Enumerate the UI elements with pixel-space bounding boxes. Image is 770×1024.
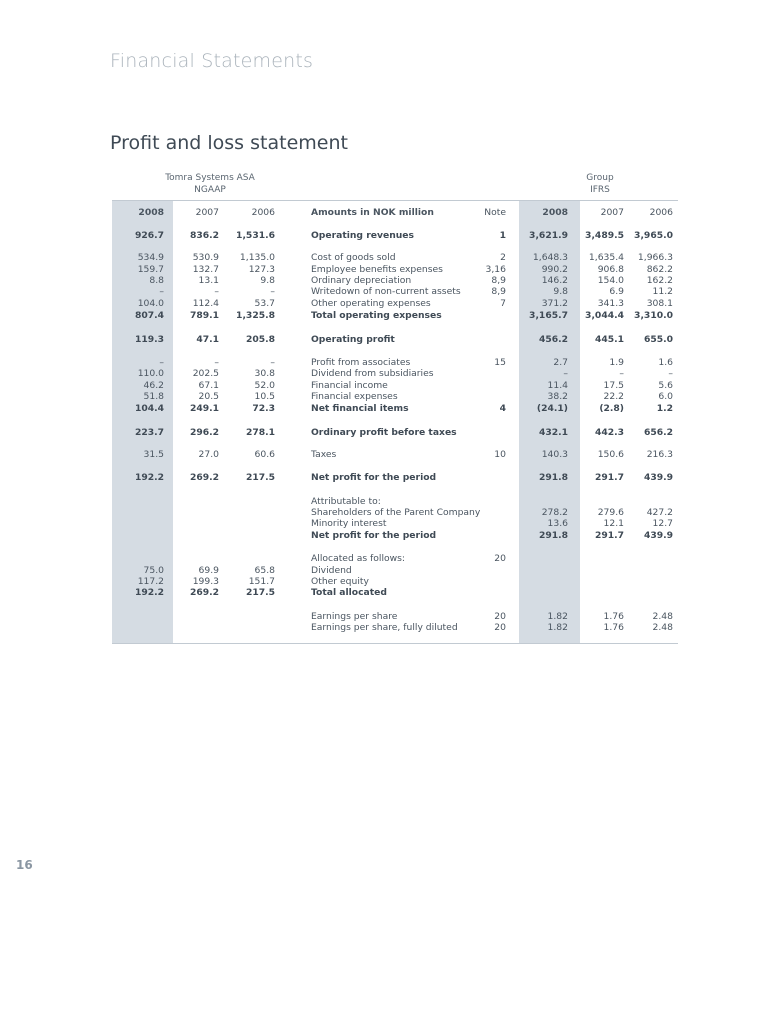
row-value-c6: – <box>668 368 673 379</box>
row-label: Taxes <box>311 449 337 460</box>
row-value-c1: 46.2 <box>143 380 164 391</box>
row-value-c1: 192.2 <box>134 587 164 598</box>
row-value-c4: 456.2 <box>538 334 568 345</box>
row-value-c2: 13.1 <box>198 275 219 286</box>
row-value-c3: 52.0 <box>254 380 275 391</box>
row-label: Net profit for the period <box>311 472 437 483</box>
header-2008-group: 2008 <box>542 207 568 218</box>
row-value-c2: – <box>214 286 219 297</box>
row-value-c5: 150.6 <box>597 449 624 460</box>
row-value-c2: 47.1 <box>196 334 219 345</box>
row-value-c6: 11.2 <box>652 286 673 297</box>
row-value-c2: 296.2 <box>189 427 219 438</box>
row-value-c2: 530.9 <box>192 252 219 263</box>
row-value-c6: 162.2 <box>646 275 673 286</box>
row-label: Dividend <box>311 565 352 576</box>
right-group-name: Group <box>586 173 614 183</box>
row-label: Earnings per share <box>311 611 398 622</box>
row-value-c6: 655.0 <box>643 334 673 345</box>
row-value-c2: 836.2 <box>189 230 219 241</box>
row-value-c2: 132.7 <box>192 264 219 275</box>
row-value-c5: 445.1 <box>594 334 624 345</box>
row-label: Financial income <box>311 380 388 391</box>
row-value-c6: 3,965.0 <box>634 230 673 241</box>
row-value-c4: 278.2 <box>541 507 568 518</box>
row-value-c6: 2.48 <box>652 611 673 622</box>
row-value-c2: 199.3 <box>192 576 219 587</box>
row-value-c3: – <box>270 357 275 368</box>
row-label: Operating profit <box>311 334 395 345</box>
row-value-c4: 1,648.3 <box>532 252 568 263</box>
row-value-c3: 72.3 <box>252 403 275 414</box>
row-value-c5: (2.8) <box>599 403 624 414</box>
row-note: 3,16 <box>485 264 506 275</box>
row-value-c6: 2.48 <box>652 622 673 633</box>
row-label: Total operating expenses <box>311 310 442 321</box>
row-label: Operating revenues <box>311 230 414 241</box>
row-value-c4: 3,165.7 <box>529 310 568 321</box>
row-value-c1: 926.7 <box>134 230 164 241</box>
row-value-c5: 341.3 <box>597 298 624 309</box>
row-value-c6: 1.6 <box>658 357 673 368</box>
row-label: Total allocated <box>311 587 387 598</box>
row-value-c2: – <box>214 357 219 368</box>
row-value-c3: 65.8 <box>254 565 275 576</box>
row-value-c5: 1.9 <box>609 357 624 368</box>
row-label: Shareholders of the Parent Company <box>311 507 481 518</box>
header-note: Note <box>484 207 506 218</box>
row-note: 8,9 <box>491 275 506 286</box>
row-value-c1: – <box>159 357 164 368</box>
row-value-c6: 427.2 <box>646 507 673 518</box>
row-value-c1: 159.7 <box>137 264 164 275</box>
row-value-c5: 3,044.4 <box>585 310 624 321</box>
row-label: Profit from associates <box>311 357 411 368</box>
row-value-c4: 291.8 <box>538 530 568 541</box>
row-value-c2: 249.1 <box>189 403 219 414</box>
row-value-c6: 656.2 <box>643 427 673 438</box>
row-value-c4: 9.8 <box>553 286 568 297</box>
row-value-c4: 291.8 <box>538 472 568 483</box>
row-value-c4: 1.82 <box>547 622 568 633</box>
row-label: Writedown of non-current assets <box>311 286 461 297</box>
row-value-c6: 1.2 <box>656 403 673 414</box>
row-value-c1: 104.0 <box>137 298 164 309</box>
row-note: 1 <box>499 230 506 241</box>
row-value-c5: 22.2 <box>603 391 624 402</box>
row-value-c5: 442.3 <box>594 427 624 438</box>
row-value-c4: – <box>563 368 568 379</box>
row-value-c4: 146.2 <box>541 275 568 286</box>
row-value-c5: 3,489.5 <box>585 230 624 241</box>
row-value-c6: 3,310.0 <box>634 310 673 321</box>
row-value-c4: (24.1) <box>536 403 568 414</box>
row-value-c3: 53.7 <box>254 298 275 309</box>
row-value-c2: 202.5 <box>192 368 219 379</box>
row-value-c6: 439.9 <box>643 530 673 541</box>
row-label: Net financial items <box>311 403 409 414</box>
row-note: 20 <box>494 611 506 622</box>
row-value-c6: 216.3 <box>646 449 673 460</box>
row-value-c1: 75.0 <box>143 565 164 576</box>
left-group-name: Tomra Systems ASA <box>165 173 255 183</box>
row-value-c2: 269.2 <box>189 587 219 598</box>
table-bottom-rule <box>112 643 678 644</box>
row-label: Minority interest <box>311 518 387 529</box>
row-value-c1: 51.8 <box>143 391 164 402</box>
row-value-c2: 789.1 <box>189 310 219 321</box>
row-label: Net profit for the period <box>311 530 437 541</box>
row-note: 15 <box>494 357 506 368</box>
row-value-c2: 69.9 <box>198 565 219 576</box>
row-label: Other equity <box>311 576 369 587</box>
row-value-c5: 1.76 <box>603 622 624 633</box>
row-value-c1: 104.4 <box>134 403 164 414</box>
row-label: Employee benefits expenses <box>311 264 443 275</box>
row-label: Allocated as follows: <box>311 553 406 564</box>
row-value-c2: 20.5 <box>198 391 219 402</box>
row-value-c3: 217.5 <box>245 472 275 483</box>
row-label: Dividend from subsidiaries <box>311 368 434 379</box>
row-value-c5: 1.76 <box>603 611 624 622</box>
row-note: 7 <box>500 298 506 309</box>
row-value-c5: 6.9 <box>609 286 624 297</box>
row-value-c1: 223.7 <box>134 427 164 438</box>
row-value-c1: 807.4 <box>134 310 164 321</box>
row-note: 10 <box>494 449 506 460</box>
row-value-c3: 1,531.6 <box>236 230 275 241</box>
row-value-c1: 117.2 <box>137 576 164 587</box>
row-value-c3: 217.5 <box>245 587 275 598</box>
row-value-c1: – <box>159 286 164 297</box>
row-value-c4: 38.2 <box>547 391 568 402</box>
row-value-c5: 17.5 <box>603 380 624 391</box>
row-value-c5: 12.1 <box>603 518 624 529</box>
row-label: Earnings per share, fully diluted <box>311 622 458 633</box>
row-value-c4: 3,621.9 <box>529 230 568 241</box>
right-group-standard: IFRS <box>590 185 610 195</box>
row-label: Ordinary depreciation <box>311 275 412 286</box>
row-value-c3: 10.5 <box>254 391 275 402</box>
row-value-c3: 1,135.0 <box>239 252 275 263</box>
row-value-c4: 1.82 <box>547 611 568 622</box>
left-group-standard: NGAAP <box>194 185 226 195</box>
row-value-c5: 291.7 <box>594 530 624 541</box>
row-value-c2: 112.4 <box>192 298 219 309</box>
row-value-c6: 1,966.3 <box>637 252 673 263</box>
row-value-c2: 269.2 <box>189 472 219 483</box>
row-value-c3: 151.7 <box>248 576 275 587</box>
row-value-c5: 291.7 <box>594 472 624 483</box>
row-note: 8,9 <box>491 286 506 297</box>
row-value-c6: 862.2 <box>646 264 673 275</box>
row-label: Attributable to: <box>311 496 381 507</box>
row-value-c2: 67.1 <box>198 380 219 391</box>
row-value-c1: 119.3 <box>134 334 164 345</box>
row-value-c4: 2.7 <box>553 357 568 368</box>
row-value-c5: – <box>619 368 624 379</box>
header-2006-company: 2006 <box>251 207 275 218</box>
row-value-c2: 27.0 <box>198 449 219 460</box>
row-value-c5: 279.6 <box>597 507 624 518</box>
header-2007-company: 2007 <box>195 207 219 218</box>
row-value-c6: 5.6 <box>658 380 673 391</box>
row-value-c1: 110.0 <box>137 368 164 379</box>
row-value-c6: 12.7 <box>652 518 673 529</box>
row-value-c3: 60.6 <box>254 449 275 460</box>
row-value-c5: 154.0 <box>597 275 624 286</box>
row-value-c4: 371.2 <box>541 298 568 309</box>
page-number: 16 <box>16 858 33 872</box>
row-value-c5: 906.8 <box>597 264 624 275</box>
page-title: Profit and loss statement <box>110 132 348 154</box>
row-label: Financial expenses <box>311 391 398 402</box>
row-label: Other operating expenses <box>311 298 431 309</box>
row-value-c5: 1,635.4 <box>588 252 624 263</box>
row-value-c1: 192.2 <box>134 472 164 483</box>
table-top-rule <box>112 200 678 201</box>
left-group-header <box>150 172 270 196</box>
row-value-c4: 140.3 <box>541 449 568 460</box>
row-value-c6: 439.9 <box>643 472 673 483</box>
row-value-c4: 11.4 <box>547 380 568 391</box>
row-value-c1: 8.8 <box>149 275 164 286</box>
header-amounts-label: Amounts in NOK million <box>311 207 434 218</box>
row-value-c3: – <box>270 286 275 297</box>
row-value-c4: 13.6 <box>547 518 568 529</box>
row-note: 20 <box>494 622 506 633</box>
row-note: 20 <box>494 553 506 564</box>
row-value-c1: 534.9 <box>137 252 164 263</box>
section-title: Financial Statements <box>110 50 314 72</box>
row-value-c6: 308.1 <box>646 298 673 309</box>
row-value-c3: 1,325.8 <box>236 310 275 321</box>
header-2008-company: 2008 <box>138 207 164 218</box>
row-value-c3: 9.8 <box>260 275 275 286</box>
row-value-c3: 127.3 <box>248 264 275 275</box>
row-value-c3: 30.8 <box>254 368 275 379</box>
row-value-c4: 990.2 <box>541 264 568 275</box>
row-value-c1: 31.5 <box>143 449 164 460</box>
row-value-c3: 278.1 <box>245 427 275 438</box>
row-value-c4: 432.1 <box>538 427 568 438</box>
row-label: Cost of goods sold <box>311 252 396 263</box>
header-2007-group: 2007 <box>600 207 624 218</box>
row-note: 2 <box>500 252 506 263</box>
row-value-c6: 6.0 <box>658 391 673 402</box>
row-note: 4 <box>499 403 506 414</box>
row-value-c3: 205.8 <box>245 334 275 345</box>
header-2006-group: 2006 <box>649 207 673 218</box>
row-label: Ordinary profit before taxes <box>311 427 457 438</box>
right-group-header <box>560 172 640 196</box>
